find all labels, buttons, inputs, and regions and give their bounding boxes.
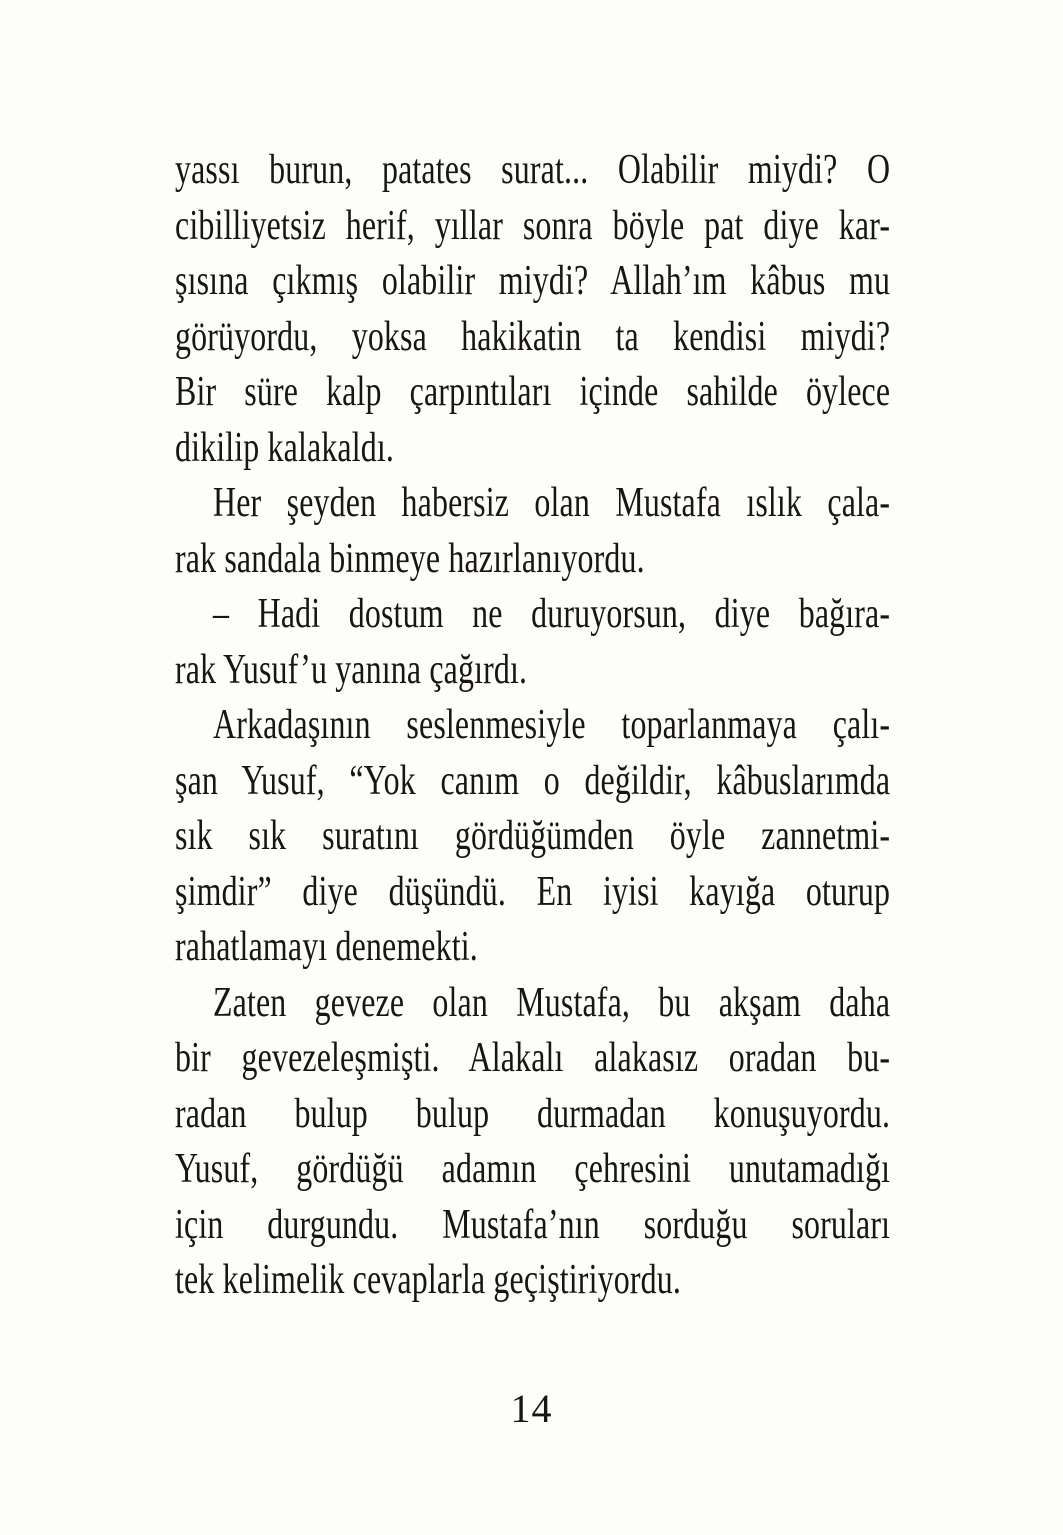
text-line: Bir süre kalp çarpıntıları içinde sahilde öylece (175, 369, 891, 415)
text-line: cibilliyetsiz herif, yıllar sonra böyle pat diye kar- (175, 202, 891, 249)
text-line: dikilip kalakaldı. (175, 424, 395, 471)
text-line: – Hadi dostum ne duruyorsun, diye bağıra- (213, 591, 891, 637)
text-line: şimdir” diye düşündü. En iyisi kayığa oturup (175, 868, 891, 915)
text-line: Yusuf, gördüğü adamın çehresini unutamadığı (175, 1146, 891, 1192)
text-line: tek kelimelik cevaplarla geçiştiriyordu. (175, 1257, 681, 1303)
text-line: bir gevezeleşmişti. Alakalı alakasız oradan bu- (175, 1035, 891, 1081)
text-line: şan Yusuf, “Yok canım o değildir, kâbuslarımda (175, 757, 891, 804)
page-number: 14 (510, 1386, 553, 1431)
text-line: görüyordu, yoksa hakikatin ta kendisi miydi? (175, 313, 891, 360)
text-line: rak Yusuf’u yanına çağırdı. (175, 646, 528, 693)
text-line: radan bulup bulup durmadan konuşuyordu. (175, 1090, 891, 1137)
text-line: için durgundu. Mustafa’nın sorduğu soruları (175, 1201, 891, 1248)
text-line: Her şeyden habersiz olan Mustafa ıslık çala- (213, 480, 891, 526)
text-line: sık sık suratını gördüğümden öyle zannetmi- (175, 813, 891, 859)
text-line: rahatlamayı denemekti. (175, 924, 478, 970)
text-line: Zaten geveze olan Mustafa, bu akşam daha (213, 979, 891, 1026)
text-line: Arkadaşının seslenmesiyle toparlanmaya çalı- (213, 702, 891, 748)
text-line: şısına çıkmış olabilir miydi? Allah’ım kâbus mu (175, 258, 891, 304)
text-line: rak sandala binmeye hazırlanıyordu. (175, 535, 645, 582)
page-text (175, 143, 890, 1309)
text-line: yassı burun, patates surat... Olabilir miydi? O (175, 147, 891, 193)
